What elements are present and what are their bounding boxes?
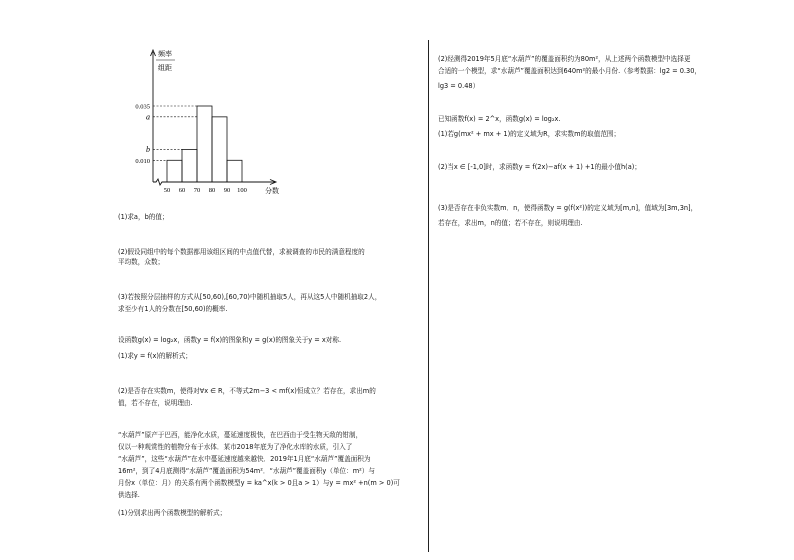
column-divider — [428, 40, 429, 552]
right-text-line: 若存在，求出m，n的值；若不存在，则说明理由. — [438, 219, 583, 227]
right-text-line: (3)是否存在非负实数m．n，使得函数y = g(f(x²))的定义域为[m,n]，值域为[3m,3n]， — [438, 204, 698, 212]
right-text-line: 已知函数f(x) = 2^x，函数g(x) = log₂x. — [438, 115, 561, 123]
left-text-line: “水葫芦”原产于巴西，能净化水质，蔓延速度极快，在巴西由于受生物天敌的钳制， — [118, 431, 363, 439]
left-text-line: (2)是否存在实数m，使得对∀x ∈ R，不等式2m−3 < mf(x)恒成立？若存在，求出m的 — [118, 387, 376, 395]
x-axis-label: 分数 — [265, 187, 279, 195]
histogram-bar — [227, 160, 242, 182]
left-text-line: (1)求a，b的值； — [118, 213, 169, 221]
histogram-bar — [212, 117, 227, 182]
x-tick-label: 100 — [237, 187, 247, 194]
histogram-bar — [197, 106, 212, 182]
frequency-histogram — [118, 44, 308, 204]
y-tick-label: a — [146, 112, 150, 122]
right-text-line: lg3 = 0.48） — [438, 82, 480, 90]
left-text-line: 仅以一种观赏性的植物分布于水体．某市2018年底为了净化水库的水质，引入了 — [118, 443, 353, 451]
y-axis-label-bottom: 组距 — [158, 64, 172, 72]
left-text-line: (1)求y = f(x)的解析式； — [118, 352, 192, 360]
histogram-bar — [182, 149, 197, 182]
left-text-line: 求至少有1人的分数在[50,60)的概率. — [118, 305, 228, 313]
x-tick-label: 70 — [193, 187, 201, 194]
histogram-bar — [167, 160, 182, 182]
y-tick-label: 0.035 — [135, 103, 150, 111]
left-text-line: (3)若按照分层抽样的方式从[50,60),[60,70)中随机抽取5人，再从这5人中随机抽取2人， — [118, 293, 382, 301]
left-text-line: (2)假设同组中的每个数据都用该组区间的中点值代替，求被调查的市民的满意程度的 — [118, 248, 365, 256]
left-text-line: 设函数g(x) = log₂x，函数y = f(x)的图象和y = g(x)的图象关于y = x对称. — [118, 336, 342, 344]
left-text-line: 值，若不存在，说明理由. — [118, 399, 193, 407]
y-axis-label-top: 频率 — [158, 50, 172, 58]
left-text-line: 月份x（单位：月）的关系有两个函数模型y = ka^x(k > 0且a > 1）与y = mx² +n(m > 0)可 — [118, 479, 400, 487]
x-tick-label: 60 — [178, 187, 186, 194]
x-tick-label: 90 — [223, 187, 231, 194]
right-text-line: (2)当x ∈ [-1,0]时，求函数y = f(2x)−af(x + 1) +1的最小值h(a)； — [438, 163, 641, 171]
right-text-line: 合适的一个模型，求“水葫芦”覆盖面积达到640m²的最小月份.（参考数据：lg2 = 0.30， — [438, 67, 702, 75]
left-text-line: (1)分别求出两个函数模型的解析式； — [118, 509, 227, 517]
x-tick-label: 80 — [208, 187, 216, 194]
right-text-line: (1)若g(mx² + mx + 1)的定义域为R，求实数m的取值范围； — [438, 130, 621, 138]
left-text-line: 平均数，众数； — [118, 258, 165, 266]
left-text-line: 16m²，到了4月底测得“水葫芦”覆盖面积为54m²．“水葫芦”覆盖面积y（单位：m²）与 — [118, 467, 375, 475]
x-tick-label: 50 — [163, 187, 171, 194]
right-text-line: (2)经测得2019年5月底“水葫芦”的覆盖面积约为80m²，从上述两个函数模型中选择更 — [438, 55, 691, 63]
y-tick-label: b — [146, 144, 150, 154]
y-tick-label: 0.010 — [135, 157, 150, 165]
left-text-line: 供选择. — [118, 491, 140, 499]
left-text-line: “水葫芦”，这些“水葫芦”在水中蔓延速度越来越快．2019年1月底“水葫芦”覆盖面积为 — [118, 455, 371, 463]
